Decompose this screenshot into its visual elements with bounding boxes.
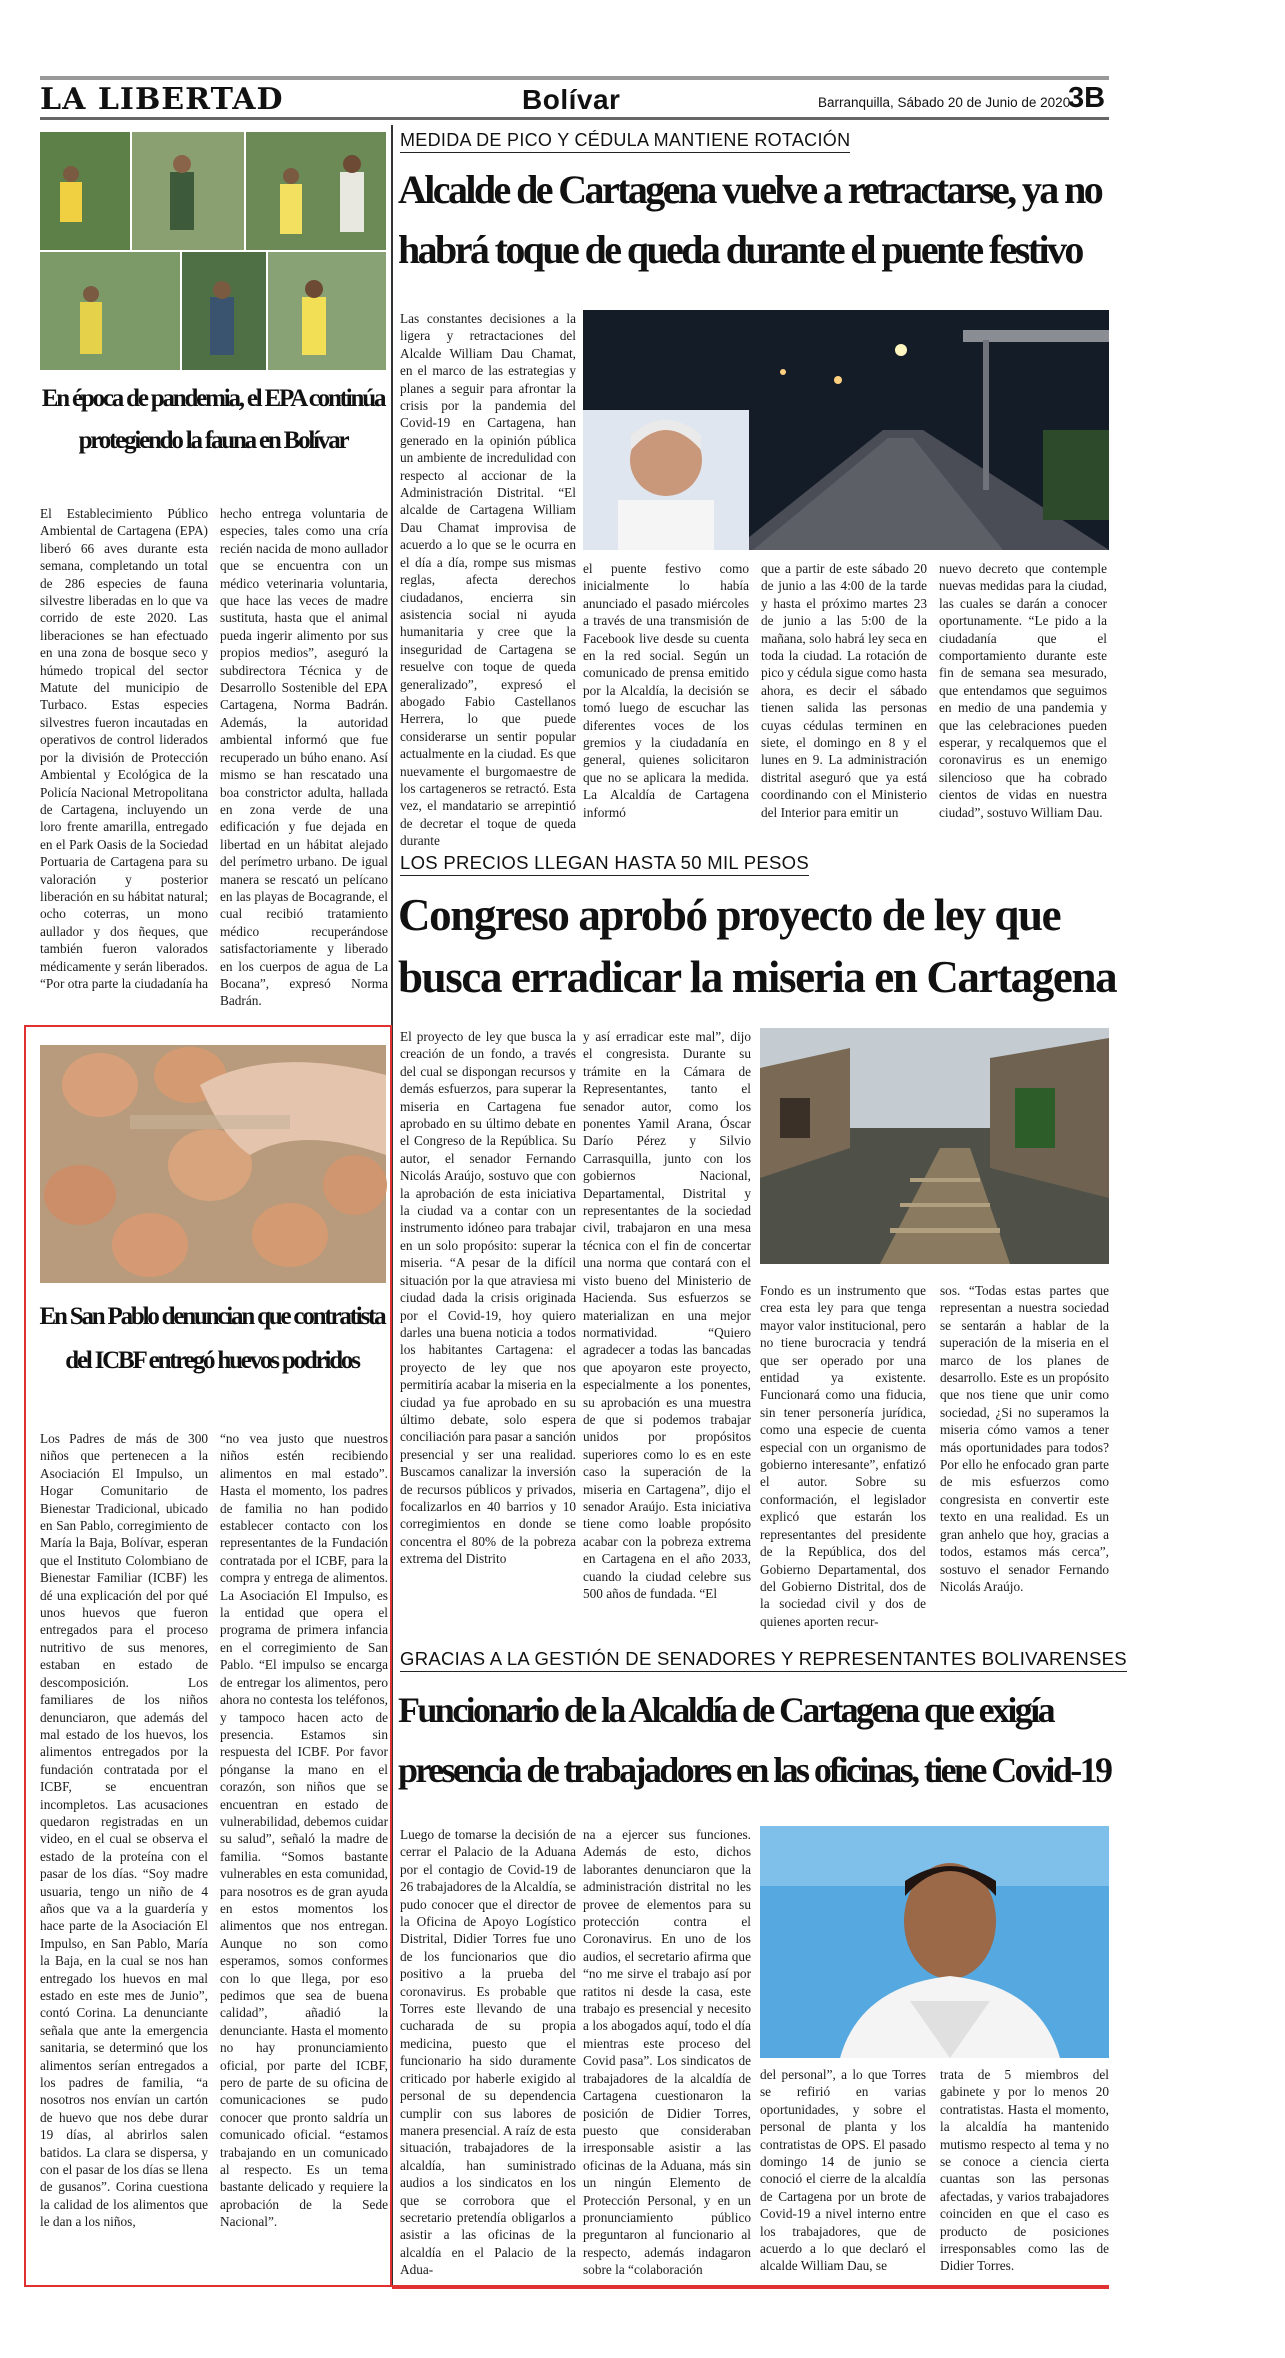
huevos-photo	[40, 1045, 386, 1283]
official-portrait-icon	[760, 1826, 1109, 2058]
covid-headline: Funcionario de la Alcaldía de Cartagena que exigía presencia de trabajadores en las oficinas, tiene Covid-19	[398, 1690, 1111, 1790]
paper-name: LA LIBERTAD	[40, 82, 284, 117]
night-street-with-mayor-portrait-icon	[583, 310, 1109, 550]
covid-photo	[760, 1826, 1109, 2058]
toque-col-1: Las constantes decisiones a la ligera y retractaciones del Alcalde William Dau Chamat, en el marco de las estrategias y planes a seguir para afrontar la crisis por la pandemia del Covid-19 en Cartagena, han generado en la opinión pública un ambiente de incredulidad con respecto al accionar de la Administración Distrital. “El alcalde de Cartagena William Dau Chamat improvisa de acuerdo a lo que se le ocurra en el día a día, rompe sus mismas reglas, afecta derechos ciudadanos, encierra sin asistencia social ni ayuda humanitaria y cree que la inseguridad de Cartagena se resuelve con toque de queda generalizado”, expresó el abogado Fabio Castellanos Herrera, lo que puede considerarse un sentir popular actualmente en la ciudad. Es que nuevamente el burgomaestre de los cartageneros se retractó. Esta vez, el mandatario se arrepintió de decretar el toque de queda durante	[400, 311, 576, 849]
page-number: 3B	[1068, 82, 1106, 114]
collage-of-officials-releasing-animals-icon	[40, 132, 386, 370]
huevos-col-2: “no vea justo que nuestros niños estén recibiendo alimentos en mal estado”. Hasta el momento, los padres de familia no han podido establecer contacto con los representantes de la Fundación contratada por el ICBF, para la compra y entrega de alimentos. La Asociación El Impulso, es la entidad que opera el programa de primera infancia en el corregimiento de San Pablo. “El impulso se encarga de entregar los alimentos, pero ahora no contesta los teléfonos, y tampoco hacen acto de presencia. Estamos sin respuesta del ICBF. Por favor pónganse la mano en el corazón, son niños que se encuentran en estado de vulnerabilidad, debemos cuidar su salud”, señaló la madre de familia. “Somos bastante vulnerables en esta comunidad, para nosotros es de gran ayuda en estos momentos los alimentos que nos entregan. Aunque no son como esperamos, somos conformes con lo que llega, por eso pedimos que sea de buena calidad”, añadió la denunciante. Hasta el momento no hay pronunciamiento oficial, por parte del ICBF, pero de parte de su oficina de comunicaciones se pudo conocer que pronto saldría un comunicado oficial. “estamos trabajando en un comunicado al respecto. Es un tema bastante delicado y requiere la aprobación de la Sede Nacional”.	[220, 1431, 388, 2230]
covid-col-3: del personal”, a lo que Torres se refirió en varias oportunidades, y sobre el personal de planta y los contratistas de OPS. El pasado domingo 14 de junio se conoció el cierre de la alcaldía de Cartagena por un brote de Covid-19 a nivel interno entre los trabajadores, que de acuerdo a lo que declaró el alcalde William Dau, se	[760, 2067, 926, 2274]
toque-headline: Alcalde de Cartagena vuelve a retractarse, ya no habrá toque de queda durante el puente festivo	[398, 167, 1102, 272]
toque-col-2: el puente festivo como inicialmente lo había anunciado el pasado miércoles a través de una transmisión de Facebook live desde su cuenta en la red social. Según un comunicado de prensa emitido por la Alcaldía, la decisión se tomó luego de escuchar las diferentes voces de los gremios y la ciudadanía en general, quienes solicitaron que no se aplicara la medida. La Alcaldía de Cartagena informó	[583, 561, 749, 820]
covid-col-2: na a ejercer sus funciones. Además de esto, dichos laborantes denunciaron que la administración distrital no les provee de elementos para su protección contra el Coronavirus. En uno de los audios, el secretario afirma que “no me sirve el trabajo así por ratitos ni desde la casa, este trabajo es presencial y necesito a los abogados aquí, todo el día mientras este proceso del Covid pasa”. Los sindicatos de trabajadores de la alcaldía de Cartagena cuestionaron la posición de Didier Torres, puesto que consideraban irresponsable asistir a las oficinas de la Aduana, más sin un ningún Elemento de Protección Personal, y en un pronunciamiento público preguntaron al funcionario al respecto, además indagaron sobre la “colaboración	[583, 1827, 751, 2278]
hand-holding-eggs-icon	[40, 1045, 386, 1283]
epa-col-2: hecho entrega voluntaria de especies, tales como una cría recién nacida de mono aullador que se encuentra con un médico veterinaria voluntaria, que hace las veces de madre sustituta, hasta que el animal pueda ingerir alimento por sus propios medios”, aseguró la subdirectora Técnica y de Desarrollo Sostenible del EPA Cartagena, Norma Badrán. Además, la autoridad ambiental informó que fue recuperado un búho enano. Así mismo se han rescatado una boa constrictor adulta, hallada en zona verde de una edificación y fue dejada en libertad en un hábitat alejado del perímetro urbano. De igual manera se rescató un pelícano en las playas de Bocagrande, el cual recibió tratamiento médico recuperándose satisfactoriamente y liberado en los cuerpos de agua de La Bocana”, expresó Norma Badrán.	[220, 506, 388, 1009]
covid-col-4: trata de 5 miembros del gabinete y por lo menos 20 contratistas. Hasta el momento, la alcaldía ha mantenido mutismo respecto al tema y no se conoce a ciencia cierta cuantas son las personas afectadas, y varios trabajadores coinciden en que el caso es producto de posiciones irresponsables como las de Didier Torres.	[940, 2067, 1109, 2274]
toque-col-3: que a partir de este sábado 20 de junio a las 4:00 de la tarde y hasta el próximo martes 23 de junio a las 5:00 de la mañana, solo habrá ley seca en toda la ciudad. La rotación de pico y cédula sigue como hasta ahora, es decir el sábado tienen salida las personas cuyas cédulas terminen en siete, el domingo en 8 y el lunes en 9. La administración distrital aseguró que ya está coordinando con el Ministerio del Interior para emitir un	[761, 561, 927, 820]
congreso-headline: Congreso aprobó proyecto de ley que busca erradicar la miseria en Cartagena	[398, 890, 1117, 1002]
congreso-col-1: El proyecto de ley que busca la creación de un fondo, a través del cual se dispongan recursos y demás esfuerzos, para superar la miseria en Cartagena fue aprobado en su último debate en el Congreso de la República. Su autor, el senador Fernando Nicolás Araújo, sostuvo que con la aprobación de esta iniciativa la ciudad va a contar con un instrumento idóneo para trabajar en un solo propósito: superar la miseria. “A pesar de la difícil situación por la que atraviesa mi ciudad dada la crisis originada por el Covid-19, hoy quiero darles una buena noticia a todos los habitantes Cartagena: el proyecto de ley que nos permitiría acabar la miseria en la ciudad ya fue aprobado en su último debate, solo espera conciliación para pasar a sanción presencial y ser una realidad. Buscamos canalizar la inversión de recursos públicos y privados, focalizarlos en 40 barrios y 10 corregimientos en donde se concentra el 80% de la pobreza extrema del Distrito	[400, 1029, 576, 1567]
huevos-col-1: Los Padres de más de 300 niños que pertenecen a la Asociación El Impulso, un Hogar Comunitario de Bienestar Tradicional, ubicado en San Pablo, corregimiento de María la Baja, Bolívar, esperan que el Instituto Colombiano de Bienestar Familiar (ICBF) les dé una explicación del por qué unos huevos que fueron entregados para el proceso nutritivo de sus menores, estaban en estado de descomposición. Los familiares de los niños denunciaron, que además del mal estado de los huevos, los alimentos entregados por la fundación contratada por el ICBF, se encuentran incompletos. Las acusaciones quedaron registradas en un video, en el cual se observa el estado de la proteína con el pasar de los días. “Soy madre usuaria, tengo un niño de 4 años que va a la guardería y hace parte de la Asociación El Impulso, en San Pablo, María la Baja, en la cual se nos han entregado los huevos en mal estado en este mes de Junio”, contó Corina. La denunciante señala que ante la emergencia sanitaria, se determinó que los alimentos serían entregados a los padres de familia, “a nosotros nos envían un cartón de huevo que nos debe durar 19 días, al abrirlos salen batidos. La clara se dispersa, y con el pasar de los días se llena de gusanos”. Corina cuestiona la calidad de los alimentos que le dan a los niños,	[40, 1431, 208, 2230]
epa-photo-collage	[40, 132, 386, 370]
covid-kicker: GRACIAS A LA GESTIÓN DE SENADORES Y REPRESENTANTES BOLIVARENSES	[400, 1648, 1127, 1672]
covid-col-1: Luego de tomarse la decisión de cerrar el Palacio de la Aduana por el contagio de Covid-19 de 26 trabajadores de la Alcaldía, se pudo conocer que el director de la Oficina de Apoyo Logístico Distrital, Didier Torres fue uno de los funcionarios que dio positivo a la prueba del coronavirus. Es probable que Torres este llevando de una cucharada de su propia medicina, puesto que el funcionario ha sido duramente criticado por haberle exigido al personal de su dependencia cumplir con sus labores de manera presencial. A raíz de esta situación, trabajadores de la alcaldía, han suministrado audios a los sindicatos en los que se corrobora que el secretario pretendía obligarlos a asistir a las oficinas de la alcaldía en el Palacio de la Adua-	[400, 1827, 576, 2278]
toque-col-4: nuevo decreto que contemple nuevas medidas para la ciudad, las cuales se darán a conocer oportunamente. “Le pido a la ciudadanía que el comportamiento durante este fin de semana sea mesurado, que entendamos que seguimos en medio de una pandemia y que las celebraciones pueden esperar, y recalquemos que el coronavirus es un enemigo silencioso que ha cobrado cientos de vidas en nuestra ciudad”, sostuvo William Dau.	[939, 561, 1107, 820]
dateline: Barranquilla, Sábado 20 de Junio de 2020	[818, 95, 1071, 110]
huevos-headline: En San Pablo denuncian que contratista del ICBF entregó huevos podridos	[39, 1303, 385, 1374]
congreso-col-4: sos. “Todas estas partes que representan a nuestra sociedad se sentarán a hablar de la superación de la miseria en el marco de los planes de desarrollo. Este es un propósito que nos tiene que unir como sociedad, ¿Si no superamos la miseria cómo vamos a tener más oportunidades para todos? Por ello he enfocado gran parte de mis esfuerzos como congresista en convertir este texto en una realidad. Es un gran anhelo que hoy, gracias a todos, estamos más cerca”, sostuvo el senador Fernando Nicolás Araújo.	[940, 1283, 1109, 1594]
bottom-rule	[392, 2285, 1109, 2289]
stilt-houses-icon	[760, 1028, 1109, 1264]
congreso-col-2: y así erradicar este mal”, dijo el congresista. Durante su trámite en la Cámara de Representantes, tanto el senador autor, como los ponentes Yamil Arana, Óscar Darío Pérez y Silvio Carrasquilla, junto con los gobiernos Nacional, Departamental, Distrital y representantes de la sociedad civil, trabajaron en una mesa técnica con el fin de concertar una norma que contará con el visto bueno del Ministerio de Hacienda. Sus esfuerzos se materializan en una mejor normatividad. “Quiero agradecer a todas las bancadas que apoyaron este proyecto, especialmente a los ponentes, su aprobación es una muestra de que si podemos trabajar unidos por propósitos superiores como lo es en este caso la superación de la miseria en Cartagena”, dijo el senador Araújo. Esta iniciativa tiene como loable propósito acabar con la pobreza extrema en Cartagena en el año 2033, cuando la ciudad celebre sus 500 años de fundada. “El	[583, 1029, 751, 1601]
epa-headline: En época de pandemia, el EPA continúa protegiendo la fauna en Bolívar	[41, 385, 385, 454]
toque-photo	[583, 310, 1109, 550]
congreso-photo	[760, 1028, 1109, 1264]
masthead-rule	[40, 117, 1109, 120]
congreso-kicker: LOS PRECIOS LLEGAN HASTA 50 MIL PESOS	[400, 852, 809, 876]
congreso-col-3: Fondo es un instrumento que crea esta ley para que tenga mayor valor institucional, pero no tiene burocracia y tendrá que ser operado por una entidad ya existente. Funcionará como una fiducia, sin tener personería jurídica, como una especie de cuenta especial con un organismo de gobierno interesante”, enfatizó el autor. Sobre su conformación, el legislador explicó que estarán los representantes del presidente de la República, dos del Gobierno Departamental, dos del Gobierno Distrital, dos de la sociedad civil y dos de quienes aporten recur-	[760, 1283, 926, 1629]
epa-col-1: El Establecimiento Público Ambiental de Cartagena (EPA) liberó 66 aves durante esta semana, completando un total de 286 especies de fauna silvestre liberadas en lo que va corrido de este 2020. Las liberaciones se han efectuado en una zona de bosque seco y húmedo tropical del sector Matute del municipio de Turbaco. Estas especies silvestres fueron incautadas en operativos de control liderados por la división de Protección Ambiental y Ecológica de la Policía Nacional Metropolitana de Cartagena, incluyendo un loro frente amarilla, entregado en el Park Oasis de la Sociedad Portuaria de Cartagena para su valoración y posterior liberación en su hábitat natural; ocho coterras, un mono aullador y dos ñeques, que también fueron valorados médicamente y serán liberados. “Por otra parte la ciudadanía ha	[40, 506, 208, 991]
toque-kicker: MEDIDA DE PICO Y CÉDULA MANTIENE ROTACIÓN	[400, 130, 850, 153]
top-rule	[40, 76, 1109, 80]
section-name: Bolívar	[522, 84, 621, 115]
